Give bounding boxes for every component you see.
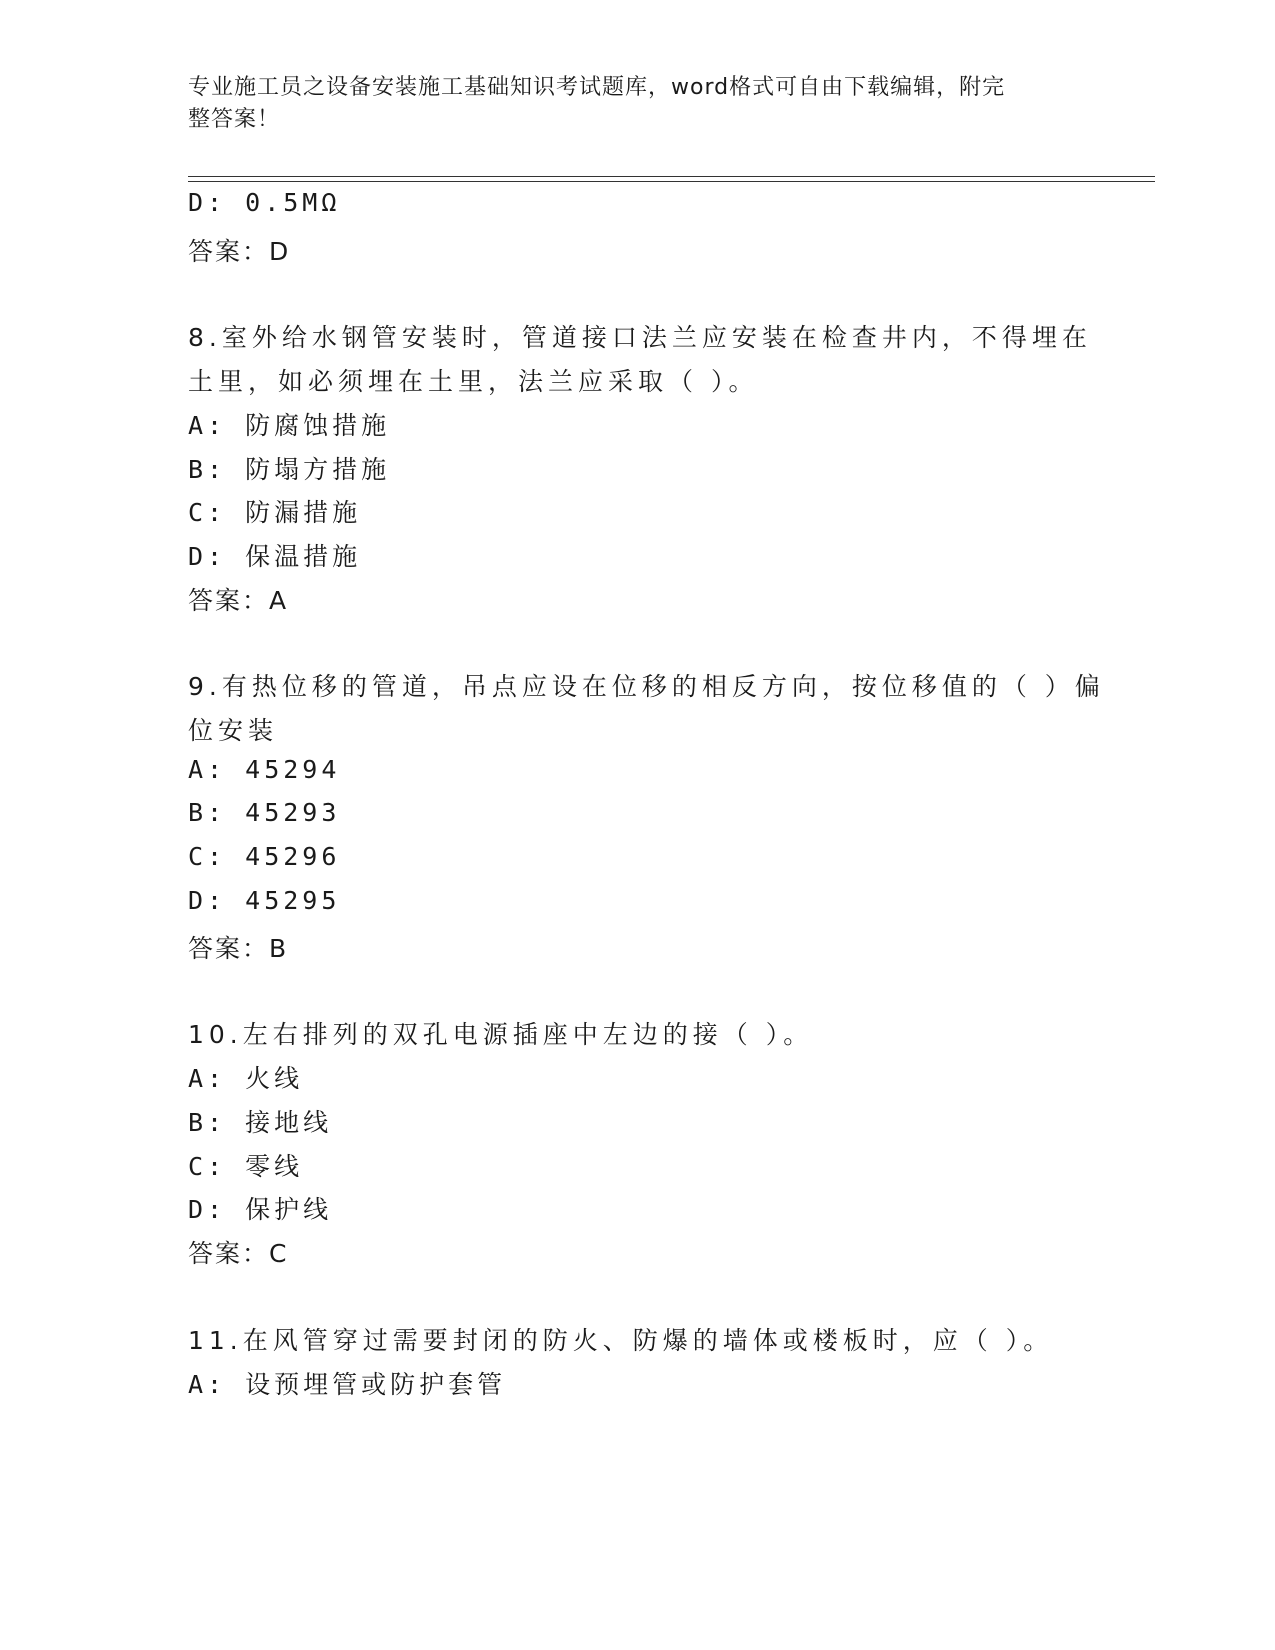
question-9-text-line-2: 位安装: [188, 716, 279, 745]
question-10-option-b: B: 接地线: [188, 1108, 333, 1137]
question-10-option-d: D: 保护线: [188, 1195, 333, 1224]
question-11-option-a: A: 设预埋管或防护套管: [188, 1370, 507, 1399]
header-divider-bottom: [188, 181, 1155, 182]
question-8-option-b: B: 防塌方措施: [188, 455, 391, 484]
page-header: [188, 72, 1068, 136]
question-11-text-line-1: 11.在风管穿过需要封闭的防火、防爆的墙体或楼板时，应（ ）。: [188, 1326, 1054, 1355]
header-line-2: 整答案！: [188, 107, 281, 132]
question-9-answer: 答案：B: [188, 934, 289, 963]
question-8-answer: 答案：A: [188, 586, 289, 615]
option-d: D: 0.5MΩ: [188, 188, 341, 217]
question-10-text-line-1: 10.左右排列的双孔电源插座中左边的接（ ）。: [188, 1020, 814, 1049]
question-8-option-a: A: 防腐蚀措施: [188, 411, 391, 440]
header-line-1: 专业施工员之设备安装施工基础知识考试题库，word格式可自由下载编辑，附完: [188, 75, 1006, 100]
question-10-option-c: C: 零线: [188, 1152, 304, 1181]
header-divider-top: [188, 176, 1155, 177]
question-9-option-d: D: 45295: [188, 886, 341, 915]
question-8-option-d: D: 保温措施: [188, 542, 362, 571]
question-9-option-b: B: 45293: [188, 798, 341, 827]
question-9-option-c: C: 45296: [188, 842, 341, 871]
question-10-answer: 答案：C: [188, 1239, 289, 1268]
question-8-option-c: C: 防漏措施: [188, 498, 362, 527]
question-9-option-a: A: 45294: [188, 755, 341, 784]
question-10-option-a: A: 火线: [188, 1064, 304, 1093]
answer: 答案：D: [188, 237, 291, 266]
question-8-text-line-1: 8.室外给水钢管安装时，管道接口法兰应安装在检查井内，不得埋在: [188, 323, 1092, 352]
question-8-text-line-2: 土里，如必须埋在土里，法兰应采取（ ）。: [188, 367, 759, 396]
question-9-text-line-1: 9.有热位移的管道，吊点应设在位移的相反方向，按位移值的（ ）偏: [188, 672, 1105, 701]
